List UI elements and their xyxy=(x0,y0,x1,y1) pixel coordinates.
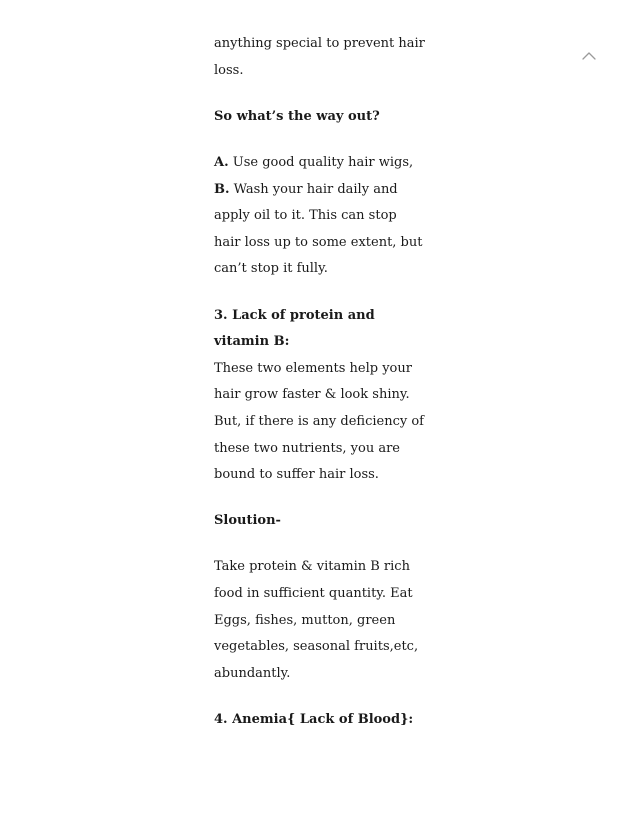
solution-body: Take protein & vitamin B rich food in sufficient quantity. Eat Eggs, fishes, mutton, green vegetables, seasonal fruits,etc, abundantly. xyxy=(214,559,419,681)
remedy-b-text: Wash your hair daily and apply oil to it. This can stop hair loss up to some extent, but can’t stop it fully. xyxy=(214,181,423,277)
remedy-a-label: A. xyxy=(214,154,229,170)
article-column xyxy=(214,31,426,753)
section-4-heading xyxy=(214,707,426,734)
section-3-body: These two elements help your hair grow faster & look shiny. But, if there is any deficiency of these two nutrients, you are bound to suffer hair loss. xyxy=(214,360,424,483)
chevron-up-icon xyxy=(580,48,598,64)
solution-heading-text: Sloution- xyxy=(214,513,281,529)
section-3-heading xyxy=(214,303,426,356)
remedy-b-label: B. xyxy=(214,181,230,197)
way-out-heading xyxy=(214,104,426,131)
remedy-a xyxy=(214,155,413,170)
remedy-b xyxy=(214,182,422,277)
intro-paragraph: anything special to prevent hair loss. xyxy=(214,36,425,78)
section-3-heading-text: 3. Lack of protein and vitamin B: xyxy=(214,307,375,350)
remedy-a-text: Use good quality hair wigs, xyxy=(228,154,414,170)
solution-heading xyxy=(214,508,426,535)
section-4-heading-text: 4. Anemia{ Lack of Blood}: xyxy=(214,712,414,728)
remedy-list xyxy=(214,150,426,283)
scroll-to-top-button[interactable] xyxy=(580,48,598,64)
way-out-heading-text: So what’s the way out? xyxy=(214,108,380,124)
